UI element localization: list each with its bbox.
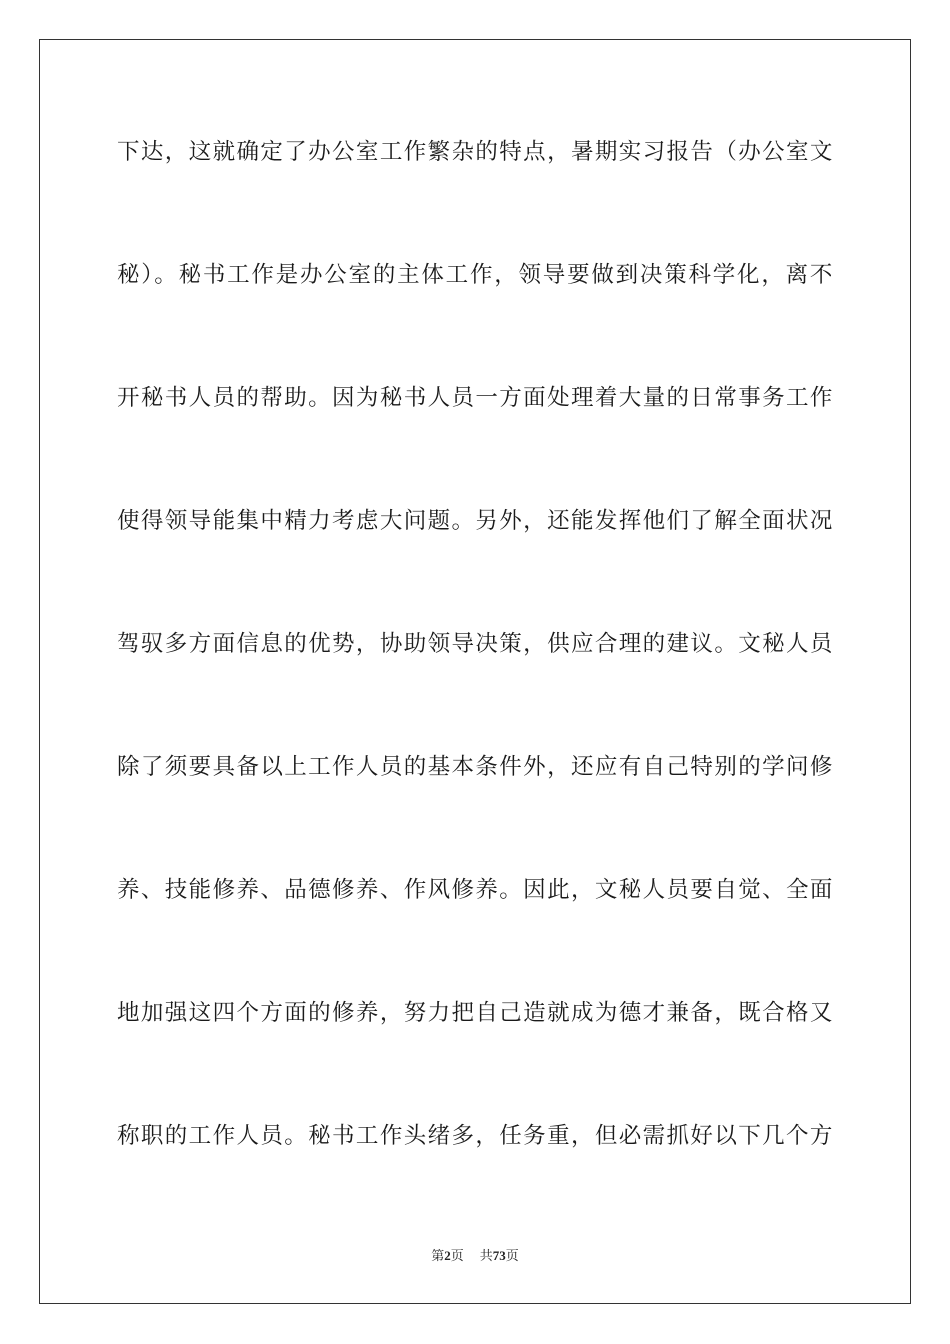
total-suffix: 页 (505, 1249, 519, 1264)
page-suffix: 页 (450, 1249, 464, 1264)
text-line-3: 开秘书人员的帮助。因为秘书人员一方面处理着大量的日常事务工作 (117, 385, 833, 411)
text-line-1: 下达，这就确定了办公室工作繁杂的特点，暑期实习报告（办公室文 (117, 139, 833, 165)
page-prefix: 第 (431, 1249, 445, 1264)
text-line-9: 称职的工作人员。秘书工作头绪多，任务重，但必需抓好以下几个方 (117, 1123, 833, 1149)
page-border (39, 39, 911, 1304)
text-line-5: 驾驭多方面信息的优势，协助领导决策，供应合理的建议。文秘人员 (117, 631, 833, 657)
page-footer (0, 1246, 950, 1267)
page-number: 2 (444, 1248, 451, 1263)
text-line-6: 除了须要具备以上工作人员的基本条件外，还应有自己特别的学问修 (117, 754, 833, 780)
text-line-7: 养、技能修养、品德修养、作风修养。因此，文秘人员要自觉、全面 (117, 877, 833, 903)
total-prefix: 共 (479, 1249, 493, 1264)
total-pages: 73 (492, 1248, 506, 1263)
text-line-8: 地加强这四个方面的修养，努力把自己造就成为德才兼备，既合格又 (117, 1000, 833, 1026)
text-line-4: 使得领导能集中精力考虑大问题。另外，还能发挥他们了解全面状况 (117, 508, 833, 534)
text-line-2: 秘）。秘书工作是办公室的主体工作，领导要做到决策科学化，离不 (117, 262, 833, 288)
